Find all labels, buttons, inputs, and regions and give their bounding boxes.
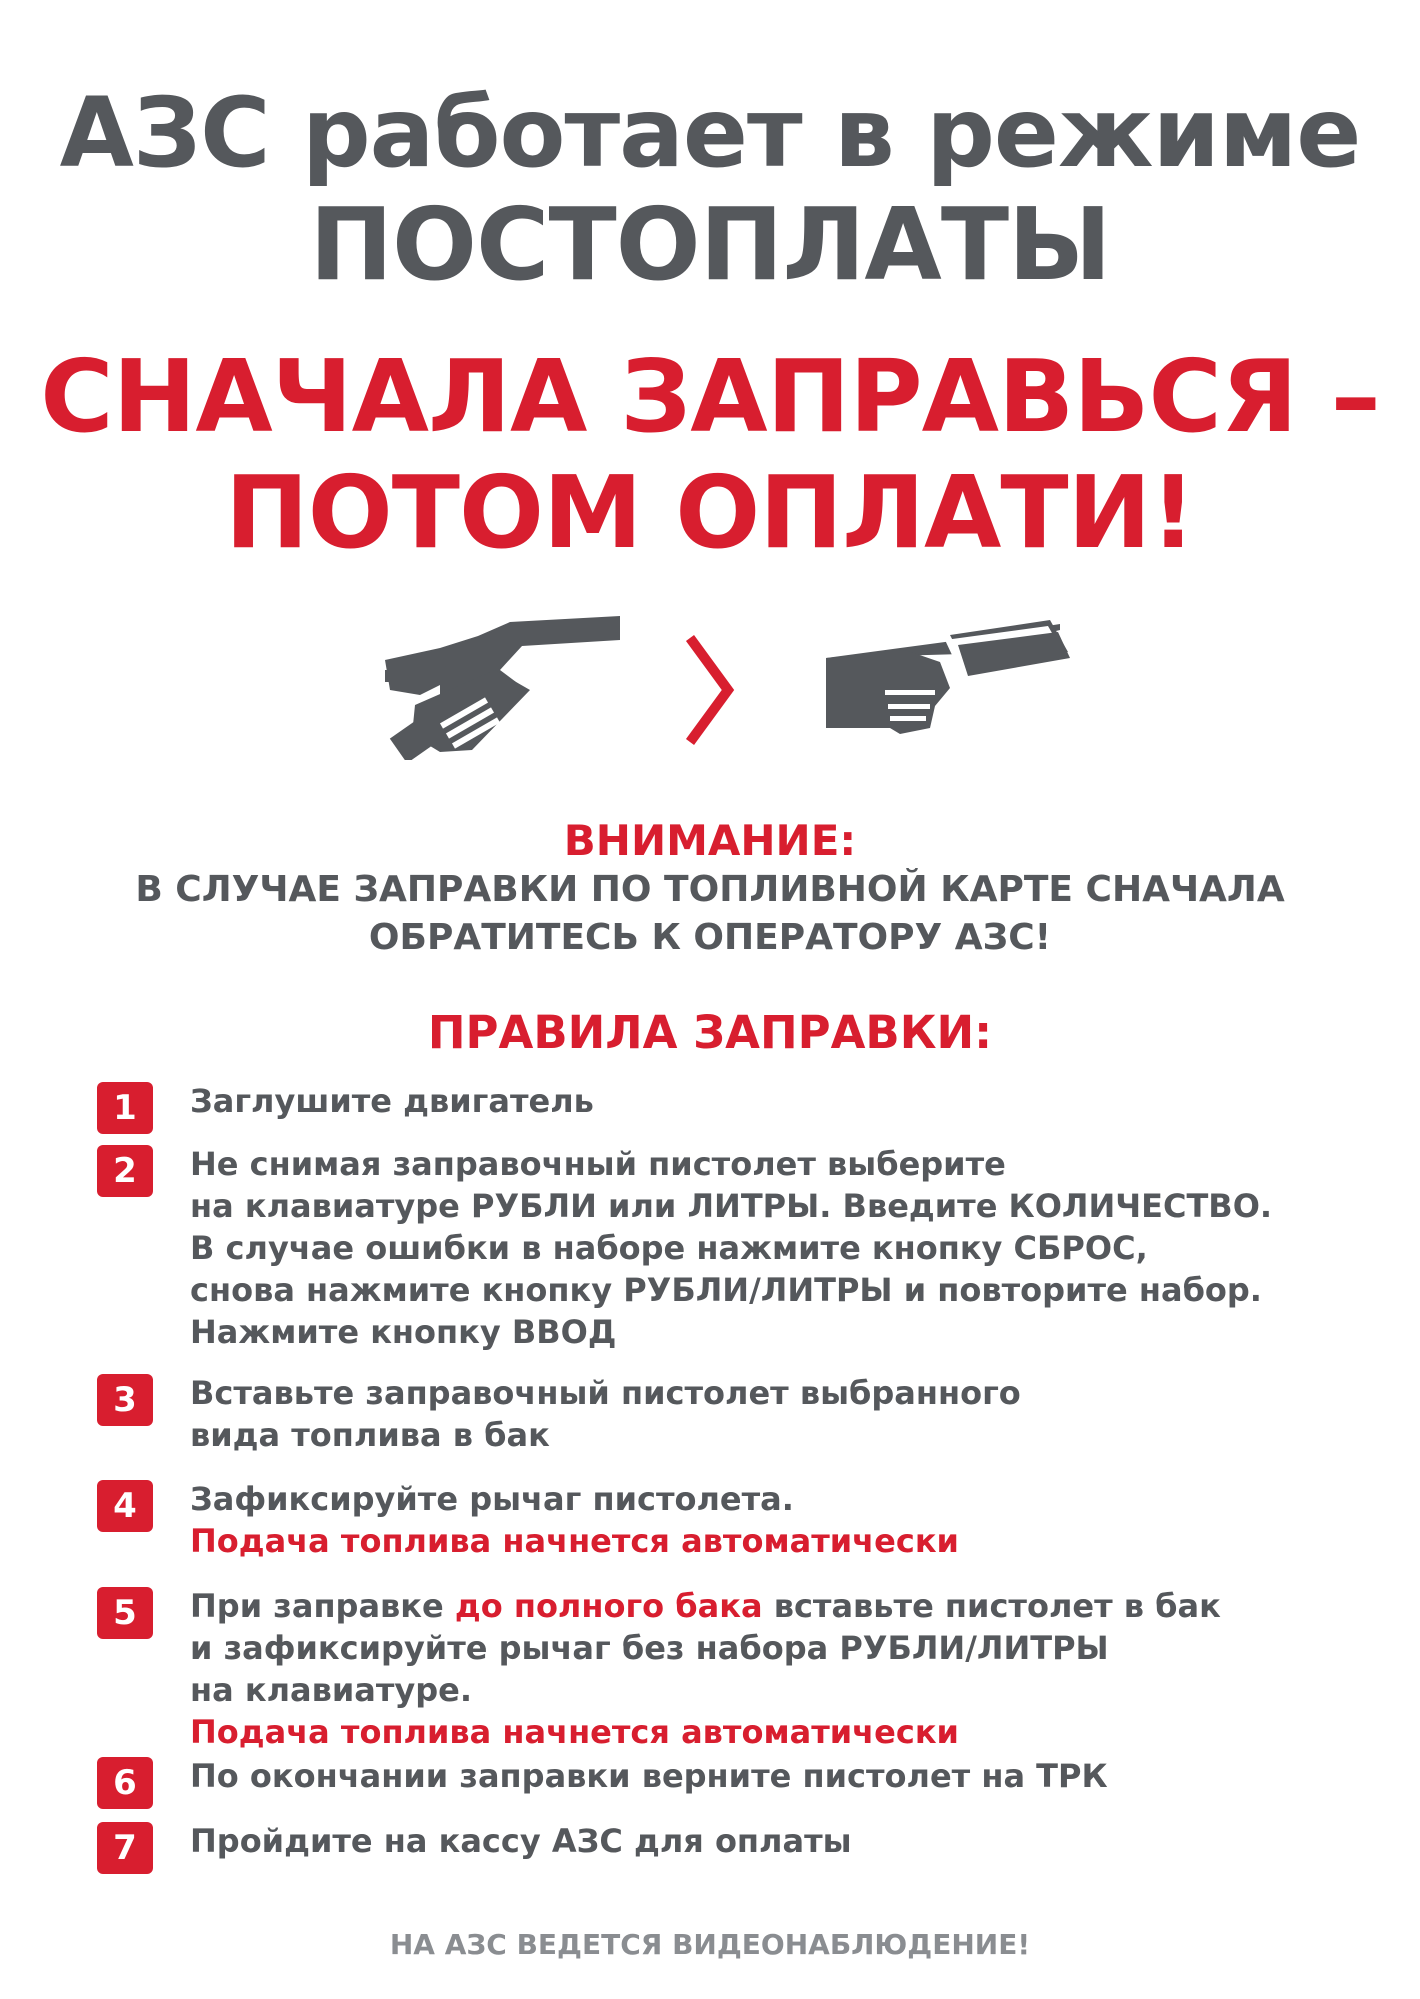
step-text-line: вида топлива в бак [190,1416,550,1454]
chevron-right-icon [690,638,728,742]
step-highlight-fragment: до полного бака [454,1587,763,1625]
step-number-badge: 5 [97,1587,153,1639]
step-text-fragment: При заправке [190,1587,455,1625]
slogan-line-2: ПОТОМ ОПЛАТИ! [225,454,1195,571]
hand-payment-card-icon [826,620,1070,734]
step-text-line: Нажмите кнопку ВВОД [190,1313,617,1351]
step-text-line: снова нажмите кнопку РУБЛИ/ЛИТРЫ и повторите набор. [190,1271,1262,1309]
step-text-line: на клавиатуре. [190,1671,473,1709]
step-text-line: Заглушите двигатель [190,1082,594,1120]
step-text-fragment: вставьте пистолет в бак [762,1587,1221,1625]
footer-notice: НА АЗС ВЕДЕТСЯ ВИДЕОНАБЛЮДЕНИЕ! [389,1928,1031,1961]
step-text-line: В случае ошибки в наборе нажмите кнопку СБРОС, [190,1229,1148,1267]
step-highlight-line: Подача топлива начнется автоматически [190,1713,959,1751]
fuel-nozzle-icon [385,616,620,760]
step-text-line: Зафиксируйте рычаг пистолета. [190,1480,794,1518]
step-text-line: на клавиатуре РУБЛИ или ЛИТРЫ. Введите КОЛИЧЕСТВО. [190,1187,1273,1225]
header-line-2: ПОСТОПЛАТЫ [309,186,1111,303]
step-text-line [190,1585,1221,1627]
header-line-1: АЗС работает в режиме [59,77,1361,189]
rules-title: ПРАВИЛА ЗАПРАВКИ: [427,1006,993,1059]
step-text-line: и зафиксируйте рычаг без набора РУБЛИ/ЛИТРЫ [190,1629,1109,1667]
step-text-line: По окончании заправки верните пистолет на ТРК [190,1757,1108,1795]
step-number-badge: 2 [97,1145,153,1197]
step-number-badge: 3 [97,1374,153,1426]
step-number-badge: 7 [97,1822,153,1874]
slogan-line-1: СНАЧАЛА ЗАПРАВЬСЯ – [40,338,1380,455]
icon-row [0,610,1420,760]
attention-line-1: В СЛУЧАЕ ЗАПРАВКИ ПО ТОПЛИВНОЙ КАРТЕ СНАЧАЛА [135,869,1285,910]
step-highlight-line: Подача топлива начнется автоматически [190,1522,959,1560]
attention-line-2: ОБРАТИТЕСЬ К ОПЕРАТОРУ АЗС! [368,917,1052,958]
step-text-line: Вставьте заправочный пистолет выбранного [190,1374,1021,1412]
attention-title: ВНИМАНИЕ: [563,816,857,865]
step-text-line: Не снимая заправочный пистолет выберите [190,1145,1006,1183]
step-number-badge: 6 [97,1757,153,1809]
step-text-line: Пройдите на кассу АЗС для оплаты [190,1822,852,1860]
step-number-badge: 4 [97,1480,153,1532]
step-number-badge: 1 [97,1082,153,1134]
